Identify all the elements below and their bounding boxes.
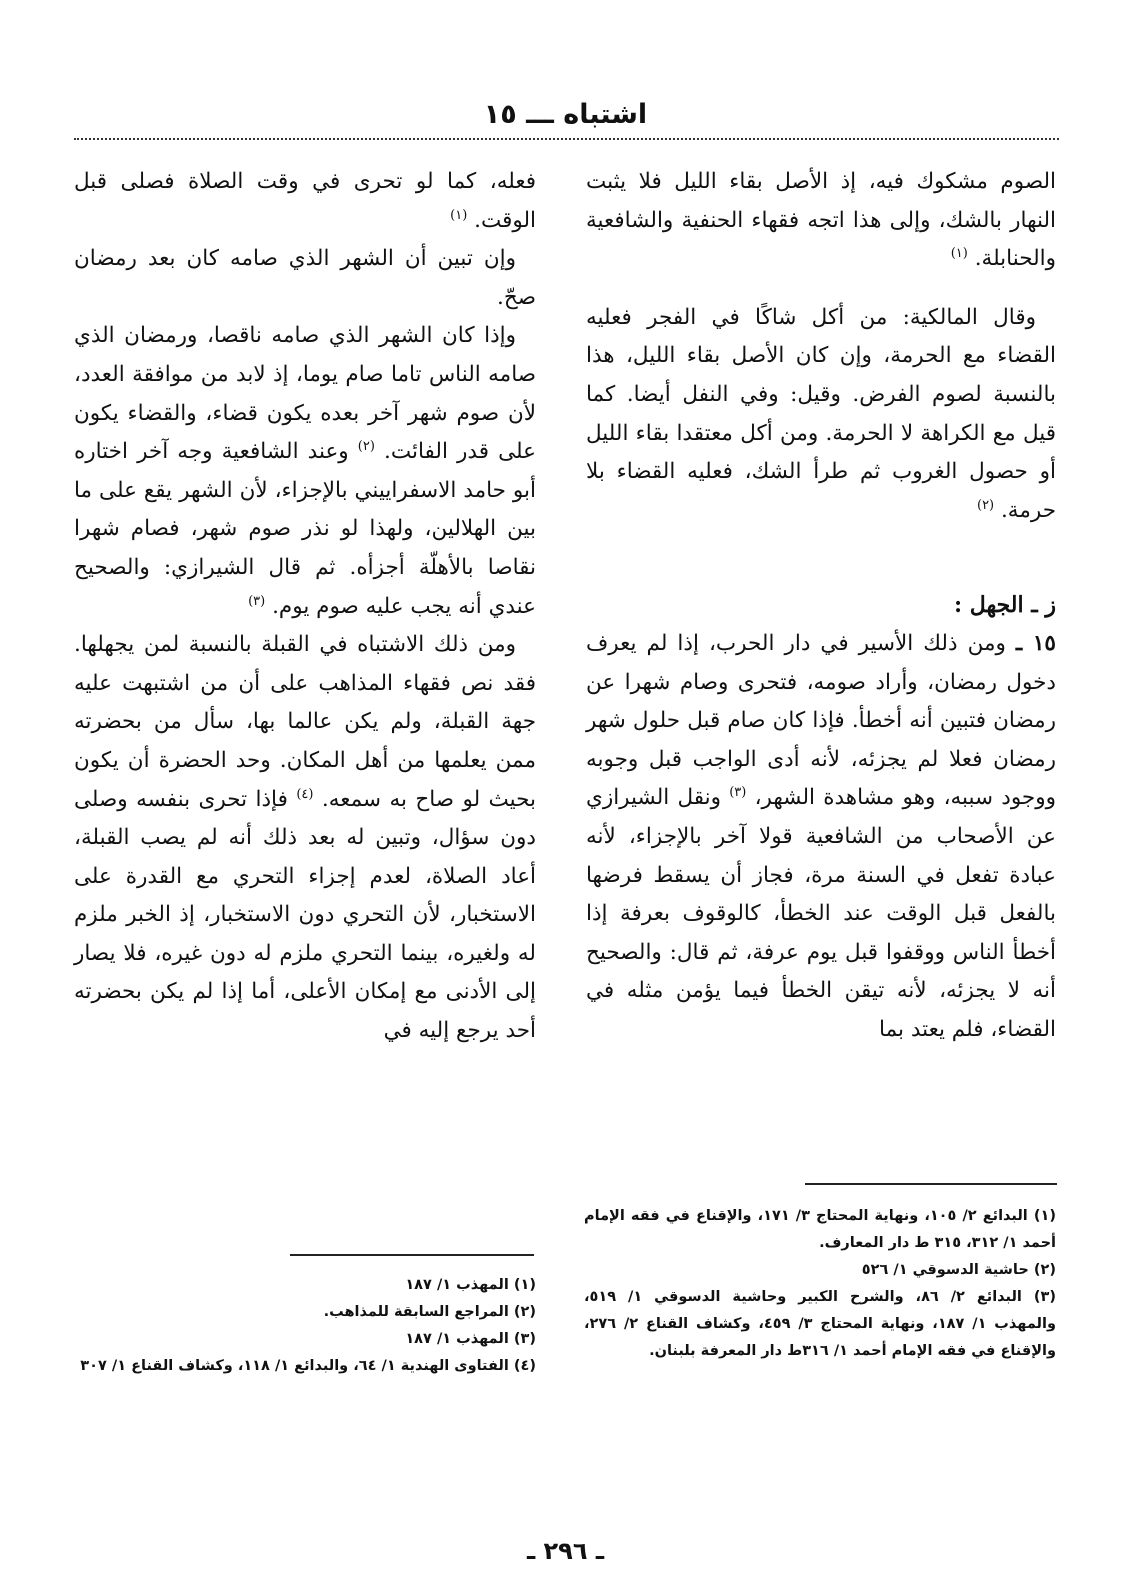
footnote-ref[interactable]: (١) [950,246,968,262]
footnote: (٢) حاشية الدسوقي ١/ ٥٢٦ [861,1262,1056,1278]
footnote: (٤) الفتاوى الهندية ١/ ٦٤، والبدائع ١/ ١١٨، وكشاف القناع ١/ ٣٠٧ [80,1358,536,1374]
page-number: ـ ٢٩٦ ـ [526,1537,605,1565]
paragraph [74,163,536,240]
paragraph-number: ١٥ ـ [1015,630,1056,656]
paragraph-text: وقال المالكية: من أكل شاكًا في الفجر فعليه القضاء مع الحرمة، وإن كان الأصل بقاء الليل، هذا بالنسبة لصوم الفرض. وقيل: وفي النفل أيضا. كما قيل مع الكراهة لا الحرمة. ومن أكل معتقدا بقاء الليل أو حصول الغروب ثم طرأ الشك، فعليه القضاء بلا حرمة. [586,304,1056,523]
paragraph [586,299,1056,531]
footnote: (٣) المهذب ١/ ١٨٧ [405,1331,536,1347]
paragraph: وإن تبين أن الشهر الذي صامه كان بعد رمضان صحّ. [74,246,536,310]
footnotes-right [584,1203,1056,1365]
footnote-ref[interactable]: (٣) [729,785,747,801]
footnote-ref[interactable]: (٢) [976,497,995,513]
footnote: (٣) البدائع ٢/ ٨٦، والشرح الكبير وحاشية الدسوقي ١/ ٥١٩، والمهذب ١/ ١٨٧، ونهاية المحتاج ٣/ ٤٥٩، وكشاف القناع ٢/ ٢٧٦، والإقناع في فقه الإمام أحمد ١/ ٣١٦ط دار المعرفة بلبنان. [584,1289,1056,1359]
paragraph-text: ومن ذلك الأسير في دار الحرب، إذا لم يعرف دخول رمضان، وأراد صومه، فتحرى وصام شهرا عن رمضان فتبين أنه أخطأ. فإذا كان صام قبل حلول شهر رمضان فعلا لم يجزئه، لأنه أدى الواجب قبل وجوبه ووجود سببه، وهو مشاهدة الشهر، [586,630,1056,811]
paragraph-text: وإذا كان الشهر الذي صامه ناقصا، ورمضان الذي صامه الناس تاما صام يوما، إذ لابد من موافقة العدد، لأن صوم شهر آخر بعده يكون قضاء، والقضاء يكون على قدر الفائت. [74,323,536,465]
footnotes-left [76,1272,536,1380]
footnote: (٢) المراجع السابقة للمذاهب. [323,1304,536,1320]
paragraph-text: الصوم مشكوك فيه، إذ الأصل بقاء الليل فلا يثبت النهار بالشك، وإلى هذا اتجه فقهاء الحنفية والشافعية والحنابلة. [586,169,1056,272]
running-header: اشتباه ـــ ١٥ [483,99,648,130]
paragraph [74,626,536,1051]
paragraph-text: فإذا تحرى بنفسه وصلى دون سؤال، وتبين له بعد ذلك أنه لم يصب القبلة، أعاد الصلاة، لعدم إجزاء التحري مع القدرة على الاستخبار، لأن التحري دون الاستخبار، إذ الخبر ملزم له ولغيره، بينما التحري ملزم له دون غيره، فلا يصار إلى الأدنى مع إمكان الأعلى، أما إذا لم يكن بحضرته أحد يرجع إليه في [74,786,536,1044]
paragraph-text: وعند الشافعية وجه آخر اختاره أبو حامد الاسفراييني بالإجزاء، لأن الشهر يقع على ما بين الهلالين، ولهذا لو نذر صوم شهر، فصام شهرا نقاصا بالأهلّة أجزأه. ثم قال الشيرازي: والصحيح عندي أنه يجب عليه صوم يوم. [74,439,536,619]
left-column [74,163,536,1051]
footnote: (١) المهذب ١/ ١٨٧ [405,1277,536,1293]
footnote: (١) البدائع ٢/ ١٠٥، ونهاية المحتاج ٣/ ١٧١، والإقناع في فقه الإمام أحمد ١/ ٣١٢، ٣١٥ ط دار المعارف. [584,1208,1056,1251]
footnote-ref[interactable]: (٢) [357,439,375,454]
right-column [586,163,1056,1049]
paragraph-text: ومن ذلك الاشتباه في القبلة بالنسبة لمن يجهلها. فقد نص فقهاء المذاهب على أن من اشتبهت عليه جهة القبلة، ولم يكن عالما بها، سأل من بحضرته ممن يعلمها من أهل المكان. وحد الحضرة أن يكون بحيث لو صاح به سمعه. [74,632,536,812]
footnote-separator [805,1183,1057,1185]
footnote-separator [290,1254,534,1256]
footnote-ref[interactable]: (٤) [296,786,314,802]
paragraph [586,163,1056,279]
header-dotted-rule [74,138,1059,140]
footnote-ref[interactable]: (٣) [248,593,266,609]
section-heading: ز ـ الجهل : [954,592,1056,619]
footnote-ref[interactable]: (١) [450,207,468,223]
paragraph-text: فعله، كما لو تحرى في وقت الصلاة فصلى قبل الوقت. [74,169,536,233]
paragraph [586,625,1056,1050]
paragraph-text: ونقل الشيرازي عن الأصحاب من الشافعية قولا آخر بالإجزاء، لأنه عبادة تفعل في السنة مرة، فجاز أن يسقط فرضها بالفعل قبل الوقت عند الخطأ، كالوقوف بعرفة إذا أخطأ الناس ووقفوا قبل يوم عرفة، ثم قال: والصحيح أنه لا يجزئه، لأنه تيقن الخطأ فيما يؤمن مثله في القضاء، فلم يعتد بما [586,785,1056,1042]
paragraph [74,317,536,626]
